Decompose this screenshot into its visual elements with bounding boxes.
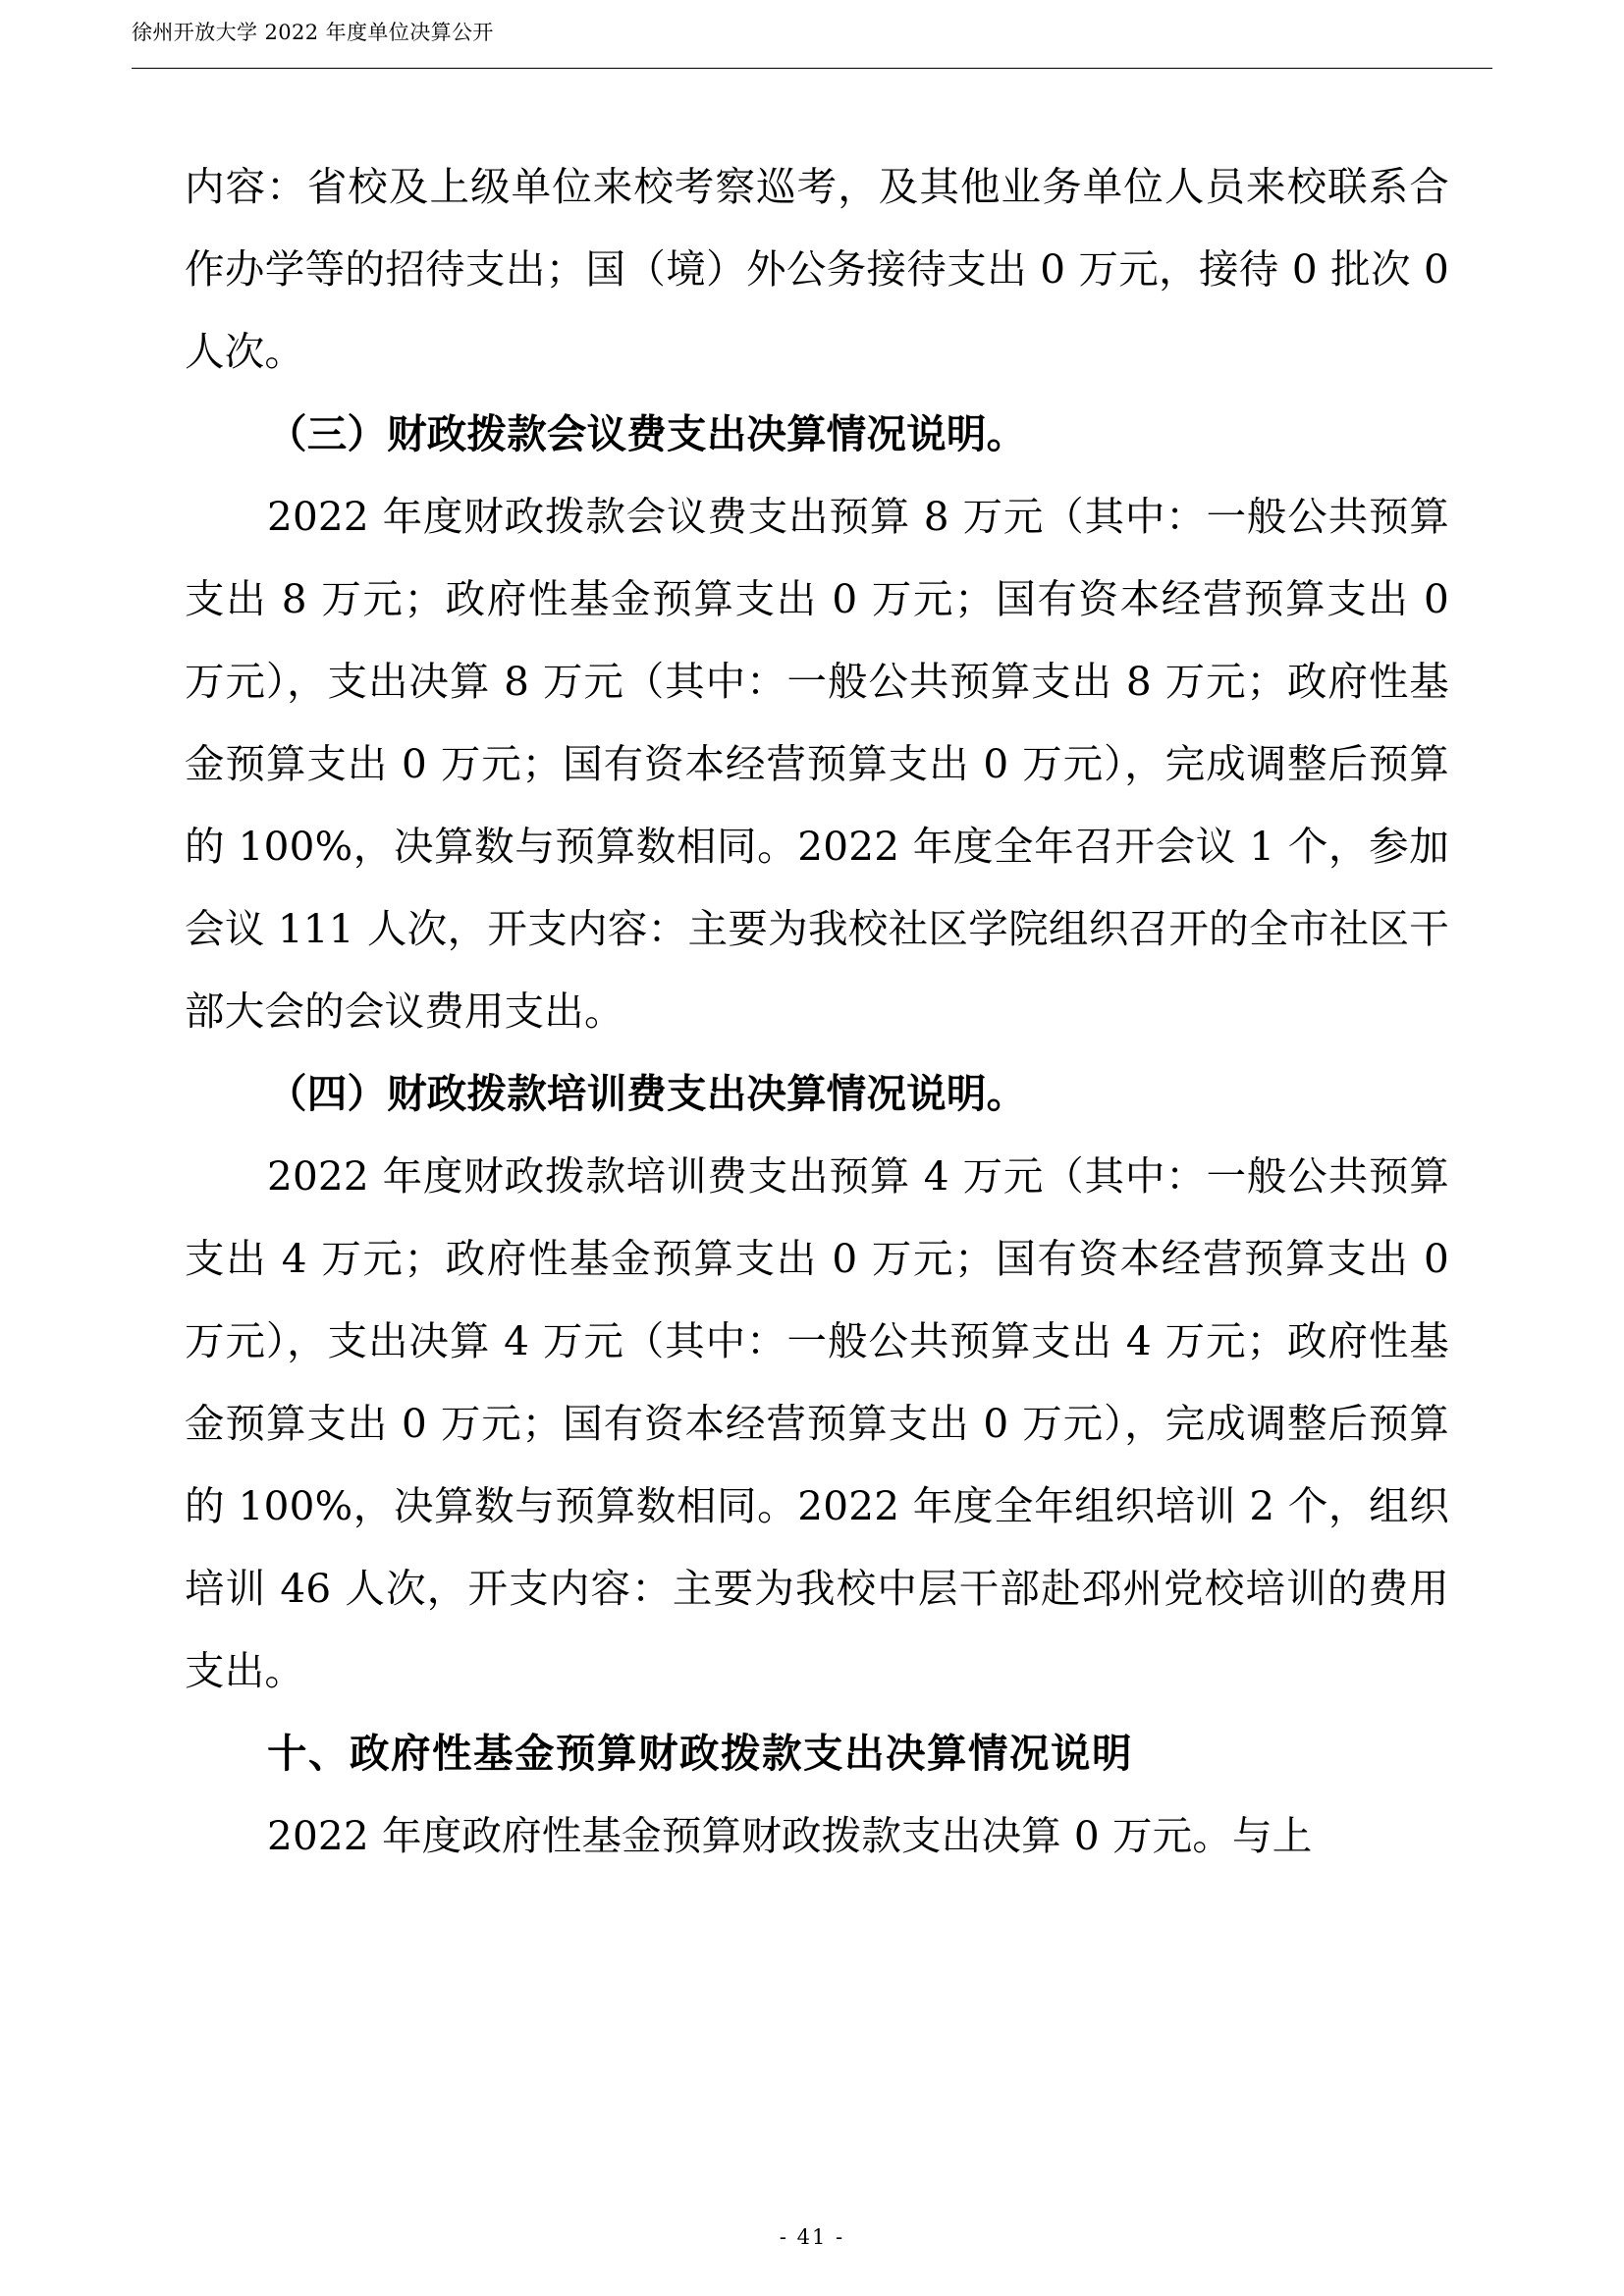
header-title: 徐州开放大学 2022 年度单位决算公开 bbox=[132, 21, 494, 44]
page-content bbox=[185, 145, 1449, 1877]
page-header bbox=[0, 0, 1624, 71]
page-number: - 41 - bbox=[779, 2225, 845, 2249]
section-four-paragraph: 2022 年度财政拨款培训费支出预算 4 万元（其中：一般公共预算支出 4 万元；政府性基金预算支出 0 万元；国有资本经营预算支出 0 万元），支出决算 4 万元（其中：一般公共预算支出 4 万元；政府性基金预算支出 0 万元；国有资本经营预算支出 0 万元），完成调整后预算的 100%，决算数与预算数相同。2022 年度全年组织培训 2 个，组织培训 46 人次，开支内容：主要为我校中层干部赴邳州党校培训的费用支出。 bbox=[185, 1152, 1449, 1694]
page-footer bbox=[0, 2225, 1624, 2249]
section-heading-three: （三）财政拨款会议费支出决算情况说明。 bbox=[267, 410, 1027, 457]
section-three-paragraph: 2022 年度财政拨款会议费支出预算 8 万元（其中：一般公共预算支出 8 万元；政府性基金预算支出 0 万元；国有资本经营预算支出 0 万元），支出决算 8 万元（其中：一般公共预算支出 8 万元；政府性基金预算支出 0 万元；国有资本经营预算支出 0 万元），完成调整后预算的 100%，决算数与预算数相同。2022 年度全年召开会议 1 个，参加会议 111 人次，开支内容：主要为我校社区学院组织召开的全市社区干部大会的会议费用支出。 bbox=[185, 493, 1449, 1035]
section-heading-ten: 十、政府性基金预算财政拨款支出决算情况说明 bbox=[267, 1730, 1133, 1777]
section-ten-paragraph: 2022 年度政府性基金预算财政拨款支出决算 0 万元。与上 bbox=[267, 1812, 1313, 1859]
section-heading-four: （四）财政拨款培训费支出决算情况说明。 bbox=[267, 1070, 1027, 1117]
paragraph-continued-hospitality: 内容：省校及上级单位来校考察巡考，及其他业务单位人员来校联系合作办学等的招待支出；国（境）外公务接待支出 0 万元，接待 0 批次 0 人次。 bbox=[185, 163, 1449, 375]
header-rule-container bbox=[132, 20, 1492, 69]
